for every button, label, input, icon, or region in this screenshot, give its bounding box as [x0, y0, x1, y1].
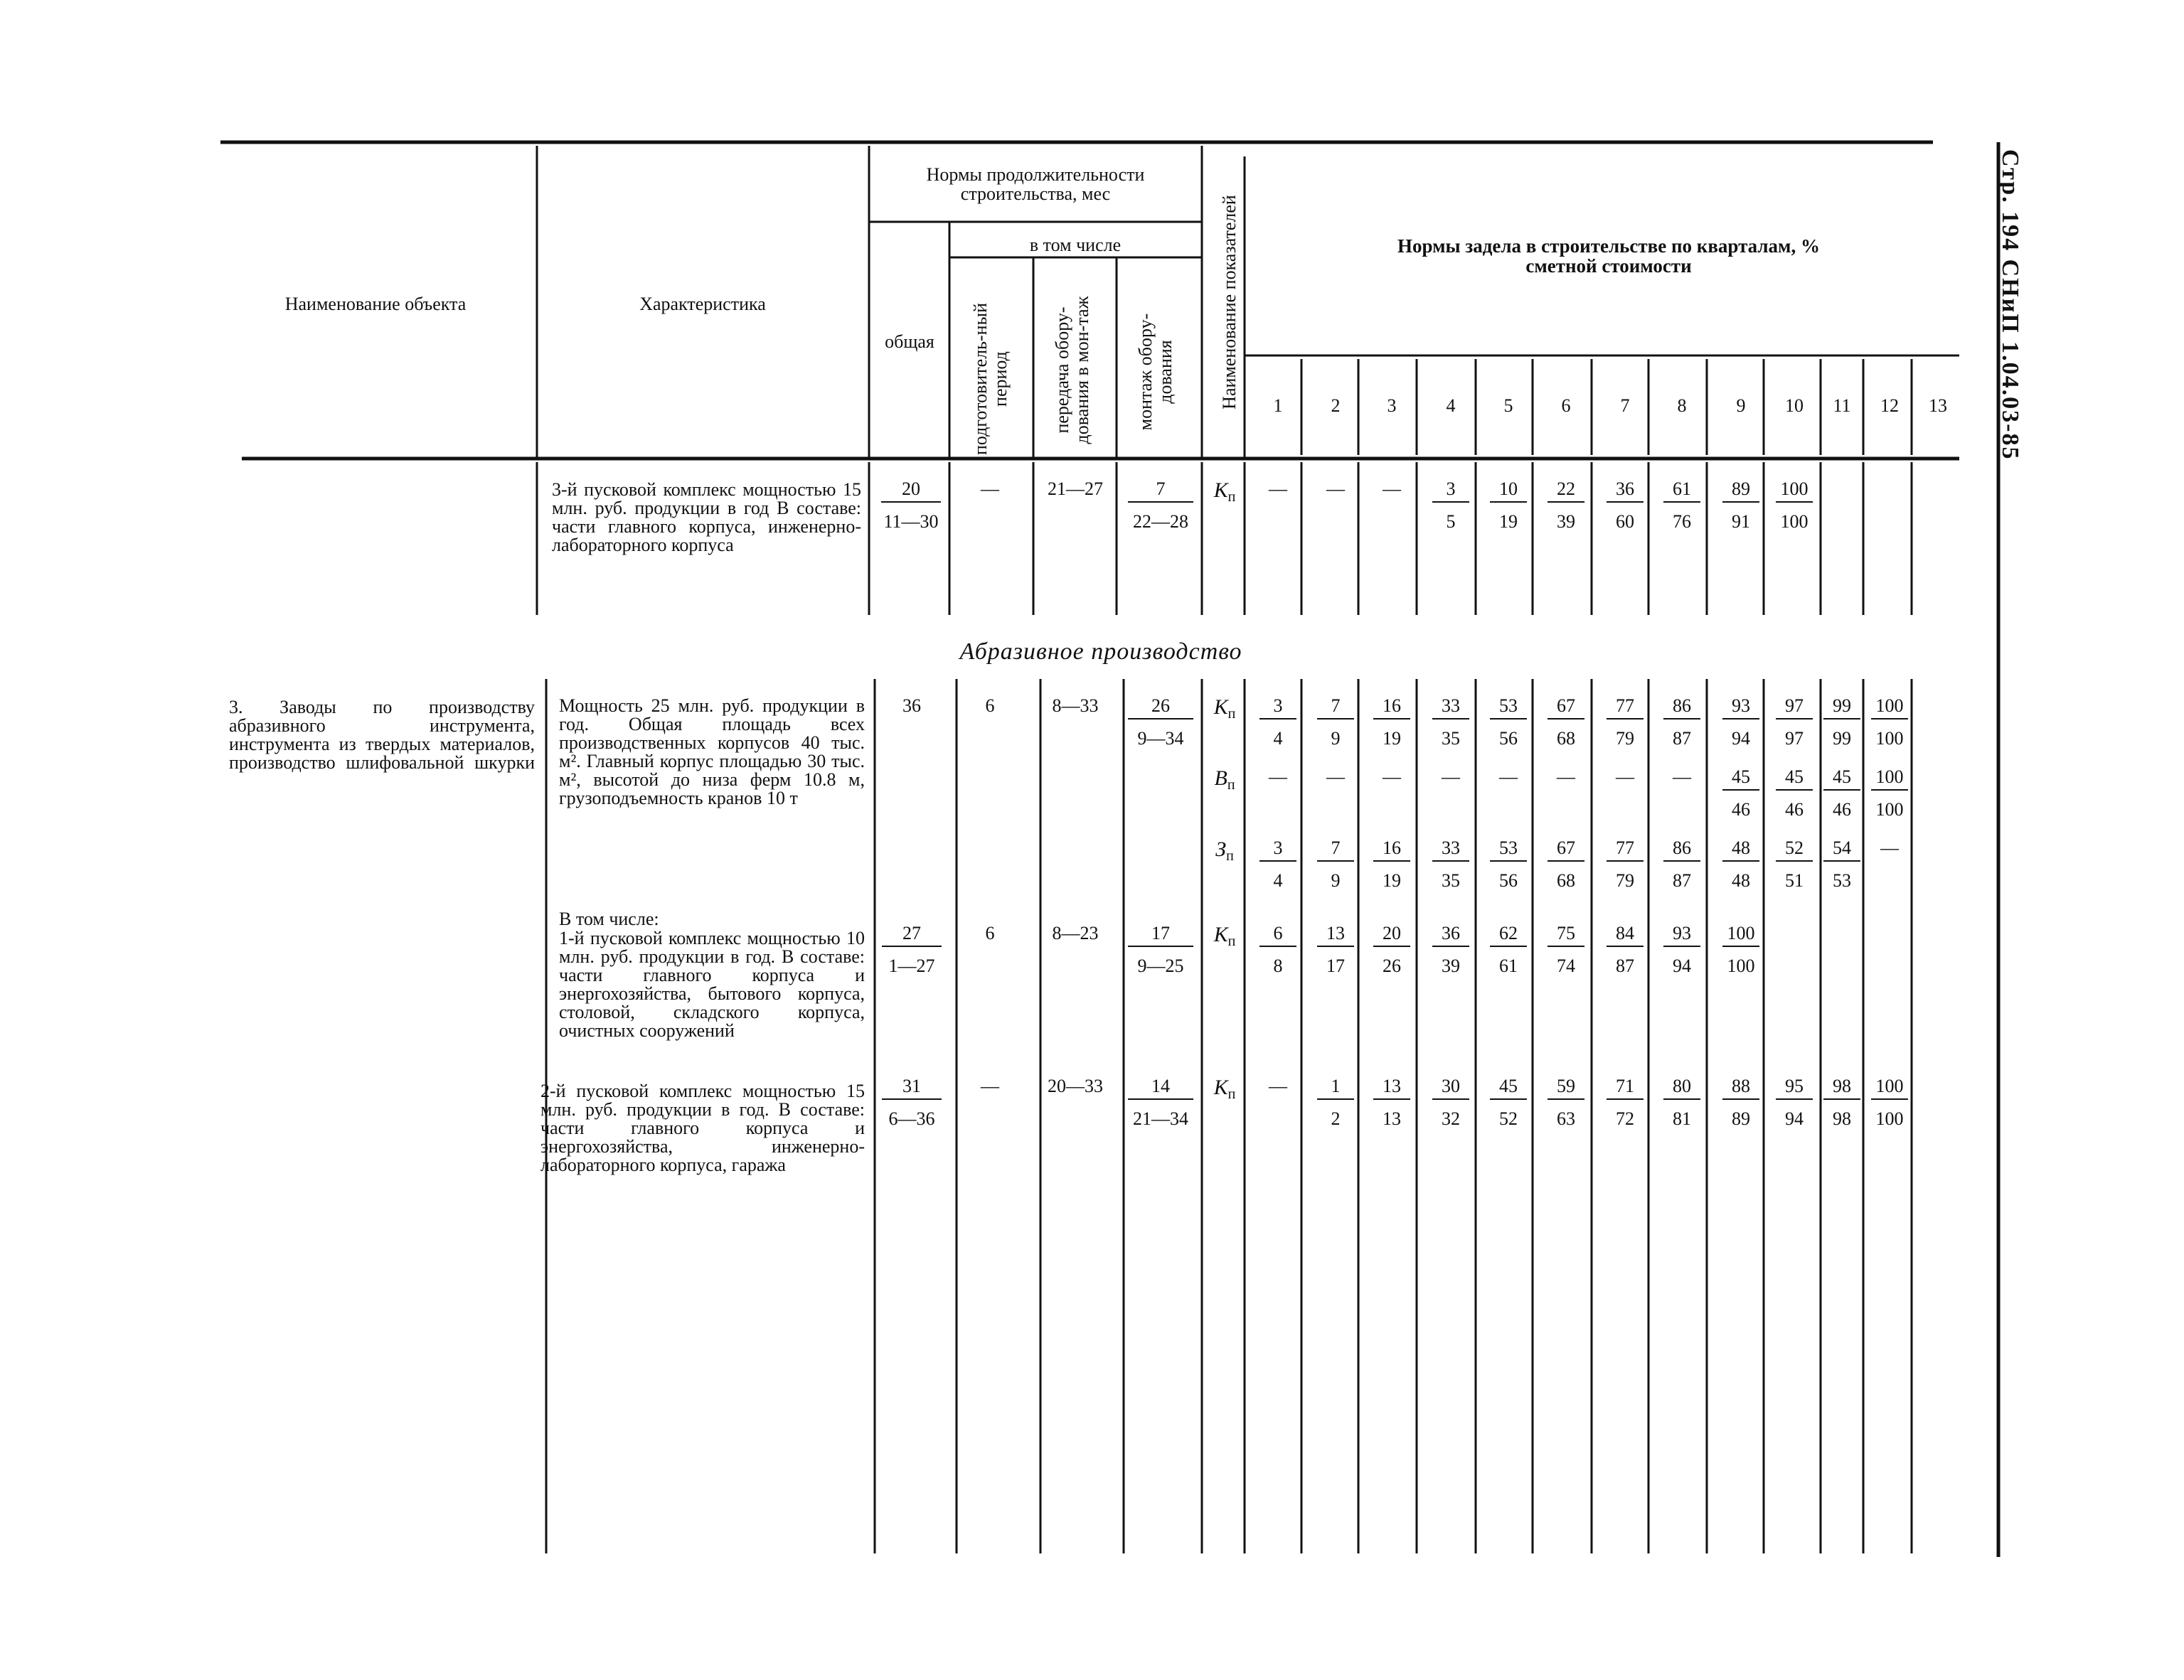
- quarter-value: [1428, 480, 1474, 531]
- fraction-bottom: 61: [1499, 956, 1518, 976]
- fraction-top: 1: [1331, 1076, 1341, 1096]
- indicator-label: [1214, 766, 1235, 793]
- fraction-bottom: 89: [1732, 1108, 1750, 1129]
- quarter-value: [1602, 697, 1648, 748]
- fraction-bottom: 72: [1616, 1108, 1634, 1129]
- fraction-bottom: 19: [1383, 728, 1401, 749]
- quarter-value: [1772, 768, 1817, 819]
- total-duration: [878, 924, 946, 975]
- quarter-value: [1313, 1077, 1358, 1128]
- fraction-bottom: 52: [1499, 1108, 1518, 1129]
- fraction-top: 59: [1557, 1076, 1575, 1096]
- header-equip-install: монтаж обору-дования: [1135, 313, 1176, 431]
- page-label: Стр. 194 СНиП 1.04.03-85: [1997, 149, 2023, 461]
- equip-transfer: 20—33: [1048, 1076, 1103, 1096]
- fraction-bottom: 79: [1616, 728, 1634, 749]
- quarter-value: [1313, 839, 1358, 890]
- fraction-bottom: 4: [1273, 728, 1283, 749]
- fraction-bottom: 19: [1383, 870, 1401, 891]
- fraction-bottom: 68: [1557, 870, 1575, 891]
- fraction-bottom: 87: [1616, 956, 1634, 976]
- quarter-value: [1313, 924, 1358, 975]
- prep-period: 6: [985, 923, 995, 943]
- fraction-bottom: 19: [1499, 511, 1518, 532]
- fraction-bottom: 39: [1557, 511, 1575, 532]
- header-duration-norms: Нормы продолжительности строительства, мес: [926, 164, 1145, 205]
- fraction-top: —: [1326, 766, 1345, 787]
- fraction-top: 36: [1616, 478, 1634, 499]
- fraction-bottom: 51: [1785, 870, 1804, 891]
- quarter-value: [1659, 480, 1705, 531]
- equip-transfer: 8—33: [1052, 695, 1099, 716]
- equip-install: [1124, 1077, 1198, 1128]
- fraction-top: 36: [1442, 923, 1460, 943]
- equip-install: [1124, 697, 1198, 748]
- fraction-top: —: [1673, 766, 1691, 787]
- fraction-bottom: 79: [1616, 870, 1634, 891]
- fraction-top: 97: [1785, 695, 1804, 716]
- fraction-top: 48: [1732, 838, 1750, 858]
- fraction-top: 75: [1557, 923, 1575, 943]
- fraction-bottom: 56: [1499, 728, 1518, 749]
- fraction-top: 89: [1732, 478, 1750, 499]
- quarter-value: [1543, 924, 1589, 975]
- quarter-header: 13: [1929, 395, 1947, 416]
- object-3-name: 3. Заводы по производству абразивного инструмента, инструмента из твердых материалов, производство шлифовальной шкурки: [229, 697, 535, 773]
- quarter-value: [1819, 839, 1865, 890]
- total-duration: [877, 480, 945, 531]
- fraction-top: 95: [1785, 1076, 1804, 1096]
- quarter-value: [1772, 480, 1817, 531]
- header-including: в том числе: [1029, 235, 1122, 255]
- quarter-value: [1428, 697, 1474, 748]
- fraction-top: 86: [1673, 838, 1691, 858]
- quarter-value: [1819, 1077, 1865, 1128]
- quarter-value: [1428, 839, 1474, 890]
- quarter-value: [1659, 1077, 1705, 1128]
- fraction-top: —: [1442, 766, 1460, 787]
- fraction-top: —: [1269, 1076, 1287, 1096]
- fraction-top: 33: [1442, 838, 1460, 858]
- quarter-header: 3: [1387, 395, 1397, 416]
- install-top: 7: [1156, 478, 1166, 499]
- fraction-top: 88: [1732, 1076, 1750, 1096]
- quarter-header: 9: [1736, 395, 1746, 416]
- fraction-bottom: 26: [1383, 956, 1401, 976]
- fraction-bottom: 48: [1732, 870, 1750, 891]
- indicator-letter: З: [1215, 838, 1227, 861]
- prep-period: 6: [985, 695, 995, 716]
- fraction-top: 61: [1673, 478, 1691, 499]
- quarter-value: [1486, 768, 1531, 786]
- section-title: Абразивное производство: [959, 638, 1242, 665]
- indicator-label: [1214, 1076, 1236, 1103]
- quarter-value: [1543, 697, 1589, 748]
- fraction-top: 100: [1875, 695, 1904, 716]
- row-3-characteristic: 2-й пусковой комплекс мощностью 15 млн. руб. продукции в год. В составе: части главного корпуса и энергохозяйства, инженерно-лабораторного корпуса, гаража: [540, 1081, 865, 1175]
- total-bottom: 6—36: [888, 1108, 935, 1129]
- quarter-value: [1255, 1077, 1301, 1096]
- quarter-value: [1867, 697, 1912, 748]
- fraction-top: 99: [1833, 695, 1851, 716]
- total-top: 31: [902, 1076, 921, 1096]
- install-bottom: 9—25: [1137, 956, 1184, 976]
- fraction-bottom: 74: [1557, 956, 1575, 976]
- indicator-subscript: п: [1227, 933, 1236, 949]
- fraction-top: 93: [1673, 923, 1691, 943]
- fraction-top: 100: [1875, 1076, 1904, 1096]
- fraction-bottom: 35: [1442, 728, 1460, 749]
- equip-install: [1124, 480, 1198, 531]
- fraction-top: 3: [1446, 478, 1456, 499]
- fraction-top: 53: [1499, 695, 1518, 716]
- fraction-top: 6: [1273, 923, 1283, 943]
- fraction-top: —: [1499, 766, 1518, 787]
- quarter-value: [1369, 480, 1415, 498]
- indicator-subscript: п: [1226, 848, 1234, 864]
- quarter-value: [1369, 768, 1415, 786]
- fraction-top: —: [1383, 478, 1401, 499]
- fraction-top: 67: [1557, 695, 1575, 716]
- quarter-value: [1428, 924, 1474, 975]
- quarter-value: [1369, 1077, 1415, 1128]
- fraction-top: —: [1326, 478, 1345, 499]
- indicator-letter: К: [1213, 695, 1228, 719]
- quarter-value: [1369, 924, 1415, 975]
- quarter-value: [1602, 480, 1648, 531]
- fraction-top: 80: [1673, 1076, 1691, 1096]
- header-total: общая: [885, 331, 934, 352]
- quarter-value: [1602, 839, 1648, 890]
- fraction-bottom: 100: [1727, 956, 1755, 976]
- fraction-bottom: 2: [1331, 1108, 1341, 1129]
- quarter-value: [1255, 839, 1301, 890]
- fraction-top: 16: [1383, 695, 1401, 716]
- fraction-top: 45: [1499, 1076, 1518, 1096]
- equip-transfer: 21—27: [1048, 478, 1103, 499]
- indicator-letter: К: [1213, 923, 1228, 946]
- fraction-top: 16: [1383, 838, 1401, 858]
- header-indicator-name: Наименование показателей: [1219, 195, 1240, 410]
- fraction-top: 52: [1785, 838, 1804, 858]
- total-bottom: 11—30: [883, 511, 939, 532]
- fraction-bottom: 100: [1780, 511, 1809, 532]
- quarter-value: [1255, 697, 1301, 748]
- total-duration: [878, 1077, 946, 1128]
- quarter-value: [1255, 768, 1301, 786]
- quarter-value: [1428, 768, 1474, 786]
- fraction-bottom: 81: [1673, 1108, 1691, 1129]
- indicator-subscript: п: [1227, 1086, 1236, 1102]
- fraction-top: 33: [1442, 695, 1460, 716]
- quarter-header: 10: [1785, 395, 1804, 416]
- quarter-header: 7: [1620, 395, 1630, 416]
- row-0-characteristic: 3-й пусковой комплекс мощностью 15 млн. руб. продукции в год В составе: части главного корпуса, инженерно-лабораторного корпуса: [552, 479, 861, 555]
- fraction-top: 77: [1616, 838, 1634, 858]
- fraction-top: 100: [1875, 766, 1904, 787]
- quarter-value: [1369, 839, 1415, 890]
- fraction-bottom: 97: [1785, 728, 1804, 749]
- fraction-bottom: 100: [1875, 799, 1904, 820]
- quarter-value: [1486, 839, 1531, 890]
- fraction-bottom: 9: [1331, 728, 1341, 749]
- quarter-value: [1659, 768, 1705, 786]
- quarter-value: [1659, 839, 1705, 890]
- fraction-bottom: 35: [1442, 870, 1460, 891]
- fraction-bottom: 5: [1446, 511, 1456, 532]
- indicator-letter: К: [1213, 1076, 1228, 1099]
- equip-install: [1124, 924, 1198, 975]
- install-top: 17: [1151, 923, 1170, 943]
- indicator-subscript: п: [1227, 706, 1236, 722]
- install-bottom: 9—34: [1137, 728, 1184, 749]
- equip-transfer: 8—23: [1052, 923, 1099, 943]
- quarter-value: [1486, 1077, 1531, 1128]
- prep-period: —: [981, 478, 999, 499]
- fraction-top: 100: [1780, 478, 1809, 499]
- quarter-value: [1486, 697, 1531, 748]
- fraction-bottom: 100: [1875, 728, 1904, 749]
- quarter-value: [1543, 768, 1589, 786]
- quarter-header: 5: [1503, 395, 1513, 416]
- fraction-top: —: [1383, 766, 1401, 787]
- quarter-value: [1313, 480, 1358, 498]
- row-2-characteristic: 1-й пусковой комплекс мощностью 10 млн. руб. продукции в год. В составе: части главного корпуса и энергохозяйства, бытового корпуса, столовой, складского корпуса, очистных сооружений: [559, 928, 865, 1041]
- fraction-bottom: 32: [1442, 1108, 1460, 1129]
- quarter-value: [1659, 697, 1705, 748]
- quarter-value: [1867, 839, 1912, 857]
- fraction-top: 93: [1732, 695, 1750, 716]
- fraction-bottom: 56: [1499, 870, 1518, 891]
- fraction-top: 13: [1326, 923, 1345, 943]
- quarter-value: [1255, 924, 1301, 975]
- fraction-bottom: 63: [1557, 1108, 1575, 1129]
- quarter-value: [1659, 924, 1705, 975]
- quarter-value: [1718, 697, 1764, 748]
- quarter-header: 12: [1880, 395, 1899, 416]
- install-bottom: 22—28: [1133, 511, 1188, 532]
- quarter-header: 8: [1677, 395, 1687, 416]
- fraction-top: 13: [1383, 1076, 1401, 1096]
- fraction-top: —: [1269, 478, 1287, 499]
- fraction-top: 45: [1785, 766, 1804, 787]
- quarter-value: [1602, 768, 1648, 786]
- indicator-letter: В: [1214, 766, 1227, 790]
- fraction-top: 54: [1833, 838, 1851, 858]
- quarter-value: [1313, 697, 1358, 748]
- fraction-bottom: 39: [1442, 956, 1460, 976]
- fraction-top: 22: [1557, 478, 1575, 499]
- fraction-top: 86: [1673, 695, 1691, 716]
- quarter-value: [1543, 839, 1589, 890]
- quarter-value: [1369, 697, 1415, 748]
- install-top: 14: [1151, 1076, 1170, 1096]
- fraction-bottom: 9: [1331, 870, 1341, 891]
- fraction-top: 3: [1273, 695, 1283, 716]
- indicator-label: [1215, 838, 1234, 865]
- quarter-value: [1718, 924, 1764, 975]
- install-top: 26: [1151, 695, 1170, 716]
- install-bottom: 21—34: [1133, 1108, 1188, 1129]
- fraction-bottom: 94: [1785, 1108, 1804, 1129]
- quarter-header: 4: [1446, 395, 1456, 416]
- quarter-value: [1602, 1077, 1648, 1128]
- quarter-value: [1772, 1077, 1817, 1128]
- header-characteristic: Характеристика: [639, 294, 766, 314]
- fraction-top: 77: [1616, 695, 1634, 716]
- fraction-bottom: 91: [1732, 511, 1750, 532]
- fraction-bottom: 46: [1732, 799, 1750, 820]
- fraction-top: 45: [1833, 766, 1851, 787]
- quarter-header: 2: [1331, 395, 1341, 416]
- indicator-subscript: п: [1227, 489, 1236, 505]
- quarter-value: [1718, 1077, 1764, 1128]
- quarter-value: [1486, 924, 1531, 975]
- fraction-top: —: [1616, 766, 1634, 787]
- fraction-top: 71: [1616, 1076, 1634, 1096]
- total-bottom: 1—27: [888, 956, 935, 976]
- fraction-bottom: 99: [1833, 728, 1851, 749]
- fraction-top: 30: [1442, 1076, 1460, 1096]
- quarter-value: [1486, 480, 1531, 531]
- total-top: 27: [902, 923, 921, 943]
- header-prep-period: подготовитель-ный период: [970, 303, 1011, 455]
- fraction-bottom: 53: [1833, 870, 1851, 891]
- fraction-bottom: 98: [1833, 1108, 1851, 1129]
- fraction-bottom: 46: [1833, 799, 1851, 820]
- fraction-bottom: 100: [1875, 1108, 1904, 1129]
- fraction-top: 7: [1331, 695, 1341, 716]
- fraction-bottom: 94: [1673, 956, 1691, 976]
- header-equip-transfer: передача обору-дования в мон-таж: [1052, 296, 1093, 444]
- fraction-top: 84: [1616, 923, 1634, 943]
- quarter-value: [1819, 697, 1865, 748]
- quarter-header: 6: [1561, 395, 1571, 416]
- fraction-top: 7: [1331, 838, 1341, 858]
- fraction-top: 3: [1273, 838, 1283, 858]
- quarter-value: [1428, 1077, 1474, 1128]
- fraction-top: 53: [1499, 838, 1518, 858]
- header-object-name: Наименование объекта: [284, 294, 467, 314]
- indicator-label: [1214, 695, 1236, 722]
- quarter-value: [1255, 480, 1301, 498]
- fraction-bottom: 4: [1273, 870, 1283, 891]
- fraction-top: 62: [1499, 923, 1518, 943]
- fraction-top: 10: [1499, 478, 1518, 499]
- fraction-top: —: [1557, 766, 1575, 787]
- quarter-header: 11: [1833, 395, 1851, 416]
- quarter-value: [1867, 1077, 1912, 1128]
- fraction-bottom: 68: [1557, 728, 1575, 749]
- fraction-bottom: 17: [1326, 956, 1345, 976]
- fraction-top: 98: [1833, 1076, 1851, 1096]
- fraction-bottom: 87: [1673, 870, 1691, 891]
- quarter-value: [1543, 1077, 1589, 1128]
- quarter-value: [1718, 768, 1764, 819]
- fraction-top: 45: [1732, 766, 1750, 787]
- fraction-bottom: 8: [1273, 956, 1283, 976]
- fraction-top: 67: [1557, 838, 1575, 858]
- header-backlog-norms: Нормы задела в строительстве по кварталам, % сметной стоимости: [1397, 235, 1820, 277]
- indicator-label: [1214, 478, 1236, 505]
- quarter-value: [1772, 697, 1817, 748]
- fraction-bottom: 13: [1383, 1108, 1401, 1129]
- indicator-subscript: п: [1227, 777, 1235, 793]
- quarter-value: [1602, 924, 1648, 975]
- quarter-value: [1543, 480, 1589, 531]
- fraction-bottom: 87: [1673, 728, 1691, 749]
- indicator-label: [1214, 923, 1236, 950]
- prep-period: —: [981, 1076, 999, 1096]
- indicator-letter: К: [1213, 478, 1228, 502]
- quarter-value: [1867, 768, 1912, 819]
- quarter-header: 1: [1273, 395, 1283, 416]
- total-top: 20: [902, 478, 920, 499]
- quarter-value: [1772, 839, 1817, 890]
- fraction-bottom: 94: [1732, 728, 1750, 749]
- fraction-top: 100: [1727, 923, 1755, 943]
- quarter-value: [1313, 768, 1358, 786]
- fraction-bottom: 76: [1673, 511, 1691, 532]
- fraction-top: 20: [1383, 923, 1401, 943]
- quarter-value: [1718, 480, 1764, 531]
- total-duration: 36: [902, 695, 921, 716]
- row-2-prefix: В том числе:: [559, 909, 659, 929]
- fraction-top: —: [1269, 766, 1287, 787]
- quarter-value: [1819, 768, 1865, 819]
- fraction-bottom: 60: [1616, 511, 1634, 532]
- fraction-bottom: 46: [1785, 799, 1804, 820]
- fraction-top: —: [1880, 838, 1899, 858]
- row-1-characteristic: Мощность 25 млн. руб. продукции в год. Общая площадь всех производственных корпусов 40 тыс. м². Главный корпус площадью 30 тыс. м², высотой до низа ферм 10.8 м, грузоподъемность кранов 10 т: [559, 695, 865, 808]
- quarter-value: [1718, 839, 1764, 890]
